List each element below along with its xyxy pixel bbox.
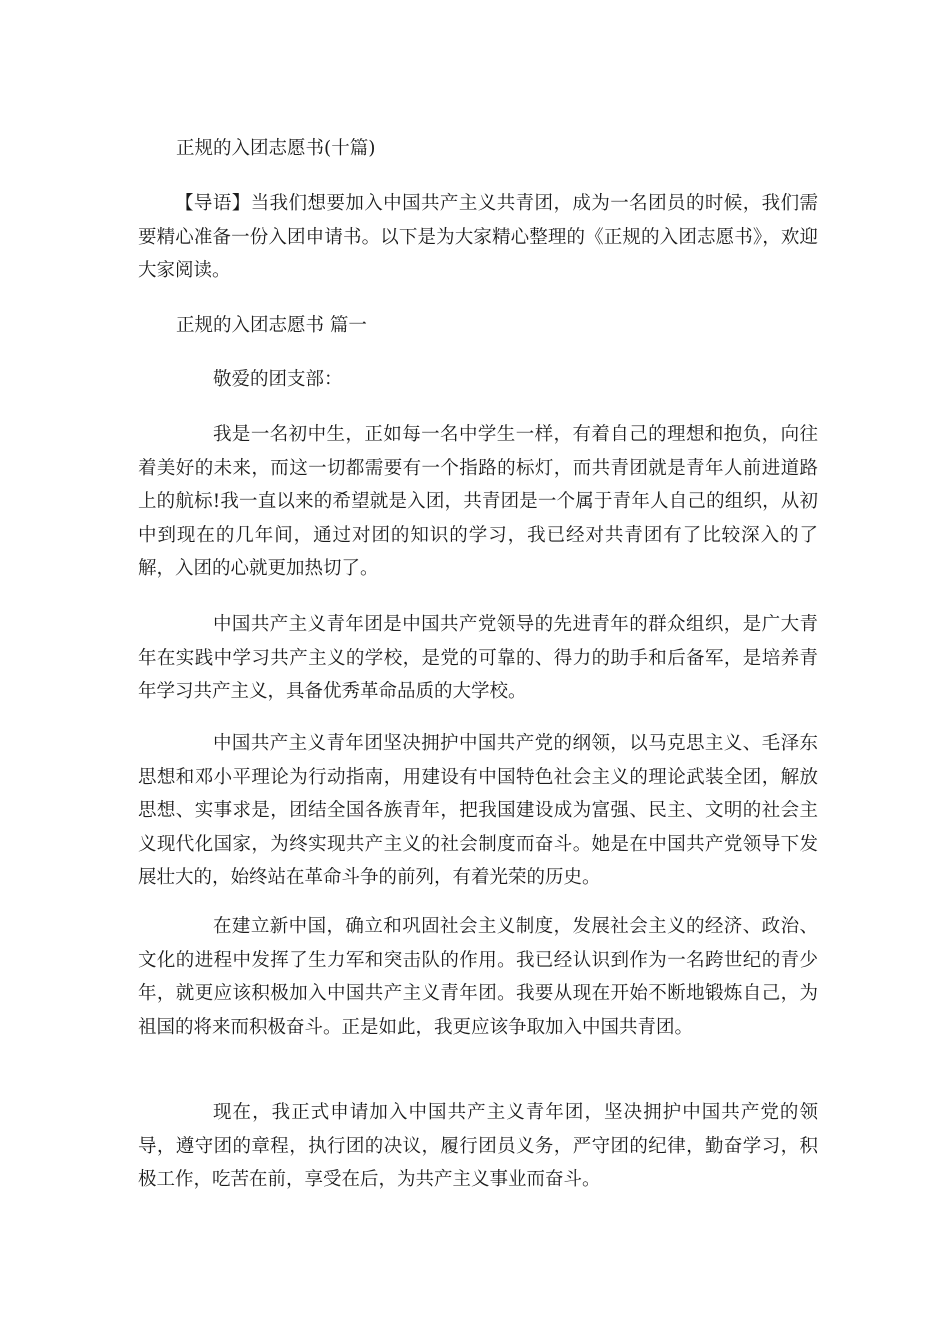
body-paragraph-4: 在建立新中国，确立和巩固社会主义制度，发展社会主义的经济、政治、文化的进程中发挥了生力军和突击队的作用。我已经认识到作为一名跨世纪的青少年，就更应该积极加入中国共产主义青年团。我要从现在开始不断地锻炼自己，为祖国的将来而积极奋斗。正是如此，我更应该争取加入中国共青团。 bbox=[138, 916, 818, 1038]
section-title: 正规的入团志愿书 篇一 bbox=[176, 315, 367, 336]
intro-paragraph: 【导语】当我们想要加入中国共产主义共青团，成为一名团员的时候，我们需要精心准备一份入团申请书。以下是为大家精心整理的《正规的入团志愿书》，欢迎大家阅读。 bbox=[138, 193, 818, 281]
body-paragraph-2: 中国共产主义青年团是中国共产党领导的先进青年的群众组织，是广大青年在实践中学习共产主义的学校，是党的可靠的、得力的助手和后备军，是培养青年学习共产主义，具备优秀革命品质的大学校。 bbox=[138, 614, 818, 702]
document-title: 正规的入团志愿书(十篇) bbox=[176, 138, 376, 159]
body-paragraph-3: 中国共产主义青年团坚决拥护中国共产党的纲领，以马克思主义、毛泽东思想和邓小平理论为行动指南，用建设有中国特色社会主义的理论武装全团，解放思想、实事求是，团结全国各族青年，把我国建设成为富强、民主、文明的社会主义现代化国家，为终实现共产主义的社会制度而奋斗。她是在中国共产党领导下发展壮大的，始终站在革命斗争的前列，有着光荣的历史。 bbox=[138, 733, 818, 888]
salutation: 敬爱的团支部： bbox=[213, 369, 343, 390]
body-paragraph-5: 现在，我正式申请加入中国共产主义青年团，坚决拥护中国共产党的领导，遵守团的章程，执行团的决议，履行团员义务，严守团的纪律，勤奋学习，积极工作，吃苦在前，享受在后，为共产主义事业而奋斗。 bbox=[138, 1102, 818, 1190]
body-paragraph-1: 我是一名初中生，正如每一名中学生一样，有着自己的理想和抱负，向往着美好的未来，而这一切都需要有一个指路的标灯，而共青团就是青年人前进道路上的航标!我一直以来的希望就是入团，共青团是一个属于青年人自己的组织，从初中到现在的几年间，通过对团的知识的学习，我已经对共青团有了比较深入的了解，入团的心就更加热切了。 bbox=[138, 424, 818, 579]
